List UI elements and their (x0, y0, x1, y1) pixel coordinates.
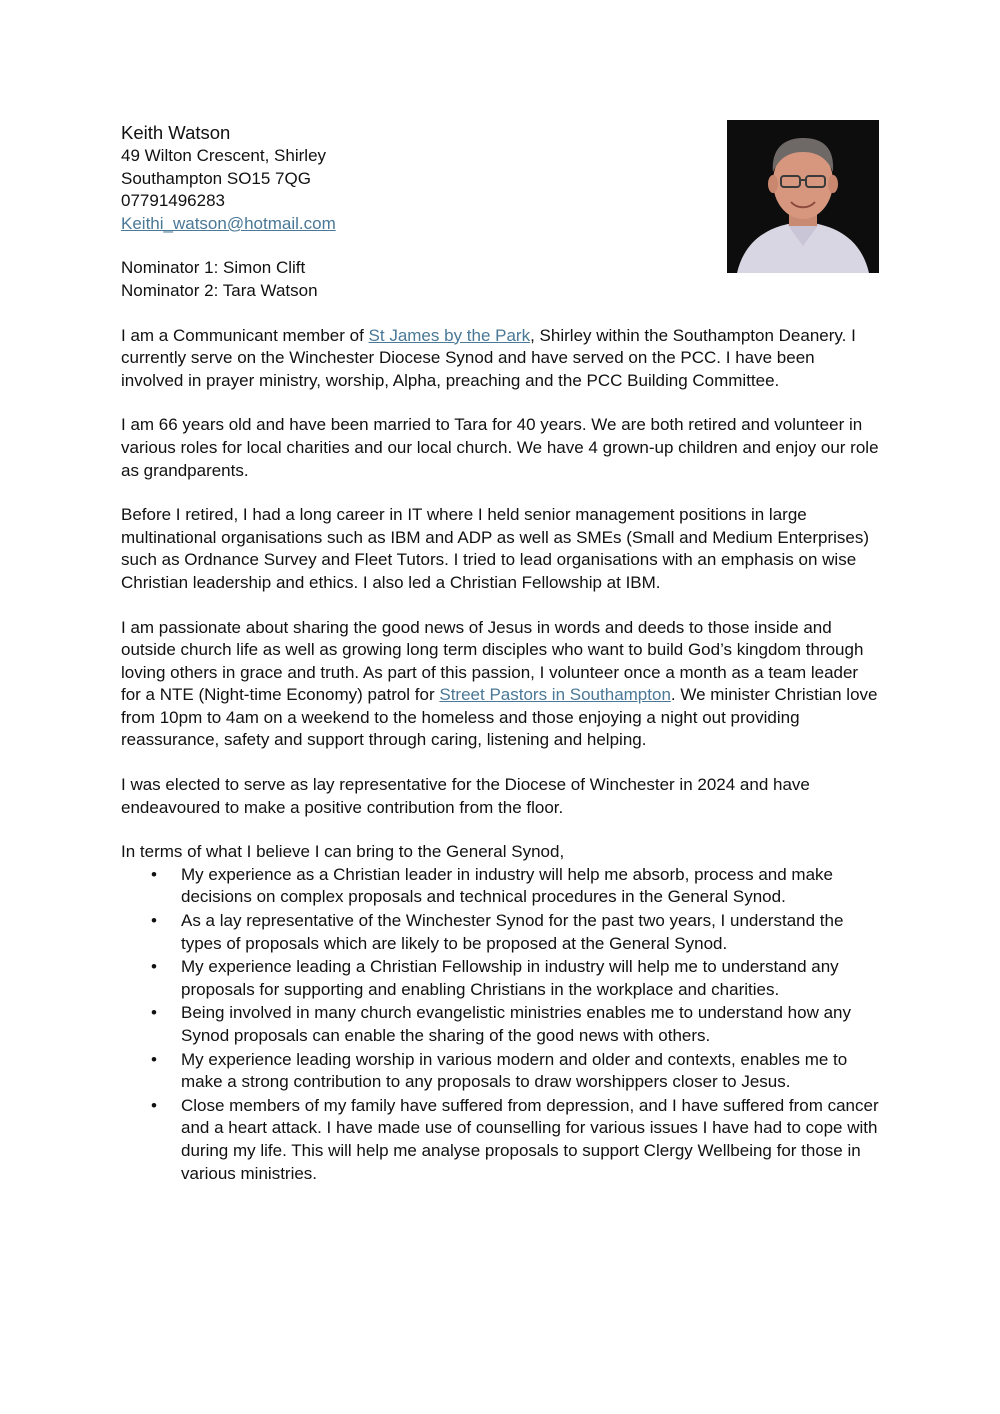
paragraph-career: Before I retired, I had a long career in IT where I held senior management positions in large multinational organisations such as IBM and ADP as well as SMEs (Small and Medium Enterprises) such as Ordnance Survey and Fleet Tutors. I tried to lead organisations with an emphasis on wise Christian leadership and ethics. I also led a Christian Fellowship at IBM. (121, 505, 870, 592)
nominator-1: Nominator 1: Simon Clift (121, 258, 306, 278)
church-link[interactable]: St James by the Park (368, 325, 531, 345)
paragraph-text: I am passionate about sharing the good news of Jesus in words and deeds to those inside and outside church life as well as growing long term disciples who want to build God’s kingdom through loving others in grace and truth. As part of this passion, I volunteer once a month as a team leader for a NTE (Night-time Economy) patrol for (121, 617, 864, 705)
paragraph-text: I am a Communicant member of (121, 325, 369, 345)
paragraph-text: . We minister Christian love from 10pm to 4am on a weekend to the homeless and those enjoying a night out providing reassurance, safety and support through caring, listening and helping. (121, 685, 878, 750)
document-body (121, 121, 881, 1186)
paragraph-election: I was elected to serve as lay representative for the Diocese of Winchester in 2024 and have endeavoured to make a positive contribution from the floor. (121, 775, 810, 817)
list-intro: In terms of what I believe I can bring to the General Synod, (121, 842, 565, 862)
paragraph-membership (121, 325, 881, 393)
paragraph-family: I am 66 years old and have been married to Tara for 40 years. We are both retired and volunteer in various roles for local charities and our local church. We have 4 grown-up children and enjoy our role as grandparents. (121, 415, 879, 480)
list-item: • My experience leading worship in various modern and older and contexts, enables me to make a strong contribution to any proposals to draw worshippers closer to Jesus. (181, 1049, 881, 1094)
contribution-list (121, 864, 881, 1185)
address-line-2: Southampton SO15 7QG (121, 168, 311, 188)
list-item: • My experience as a Christian leader in industry will help me absorb, process and make decisions on complex proposals and technical procedures in the General Synod. (181, 864, 881, 909)
list-item: • My experience leading a Christian Fellowship in industry will help me to understand any proposals for supporting and enabling Christians in the workplace and charities. (181, 956, 881, 1001)
paragraph-passion (121, 617, 881, 753)
list-item: • Being involved in many church evangelistic ministries enables me to understand how any Synod proposals can enable the sharing of the good news with others. (181, 1002, 881, 1047)
nominator-2: Nominator 2: Tara Watson (121, 280, 318, 300)
email-link[interactable]: Keithi_watson@hotmail.com (121, 213, 336, 233)
candidate-name: Keith Watson (121, 122, 231, 143)
paragraph-text: , Shirley within the Southampton Deanery. I currently serve on the Winchester Diocese Synod and have served on the PCC. I have been involved in prayer ministry, worship, Alpha, preaching and the PCC Building Committee. (121, 325, 856, 390)
nominators (121, 257, 881, 302)
list-item: • As a lay representative of the Winchester Synod for the past two years, I understand the types of proposals which are likely to be proposed at the General Synod. (181, 910, 881, 955)
phone-number: 07791496283 (121, 191, 226, 211)
list-item: • Close members of my family have suffered from depression, and I have suffered from cancer and a heart attack. I have made use of counselling for various issues I have had to cope with during my life. This will help me analyse proposals to support Clergy Wellbeing for those in various ministries. (181, 1095, 881, 1185)
address-line-1: 49 Wilton Crescent, Shirley (121, 146, 327, 165)
street-pastors-link[interactable]: Street Pastors in Southampton (439, 685, 671, 705)
